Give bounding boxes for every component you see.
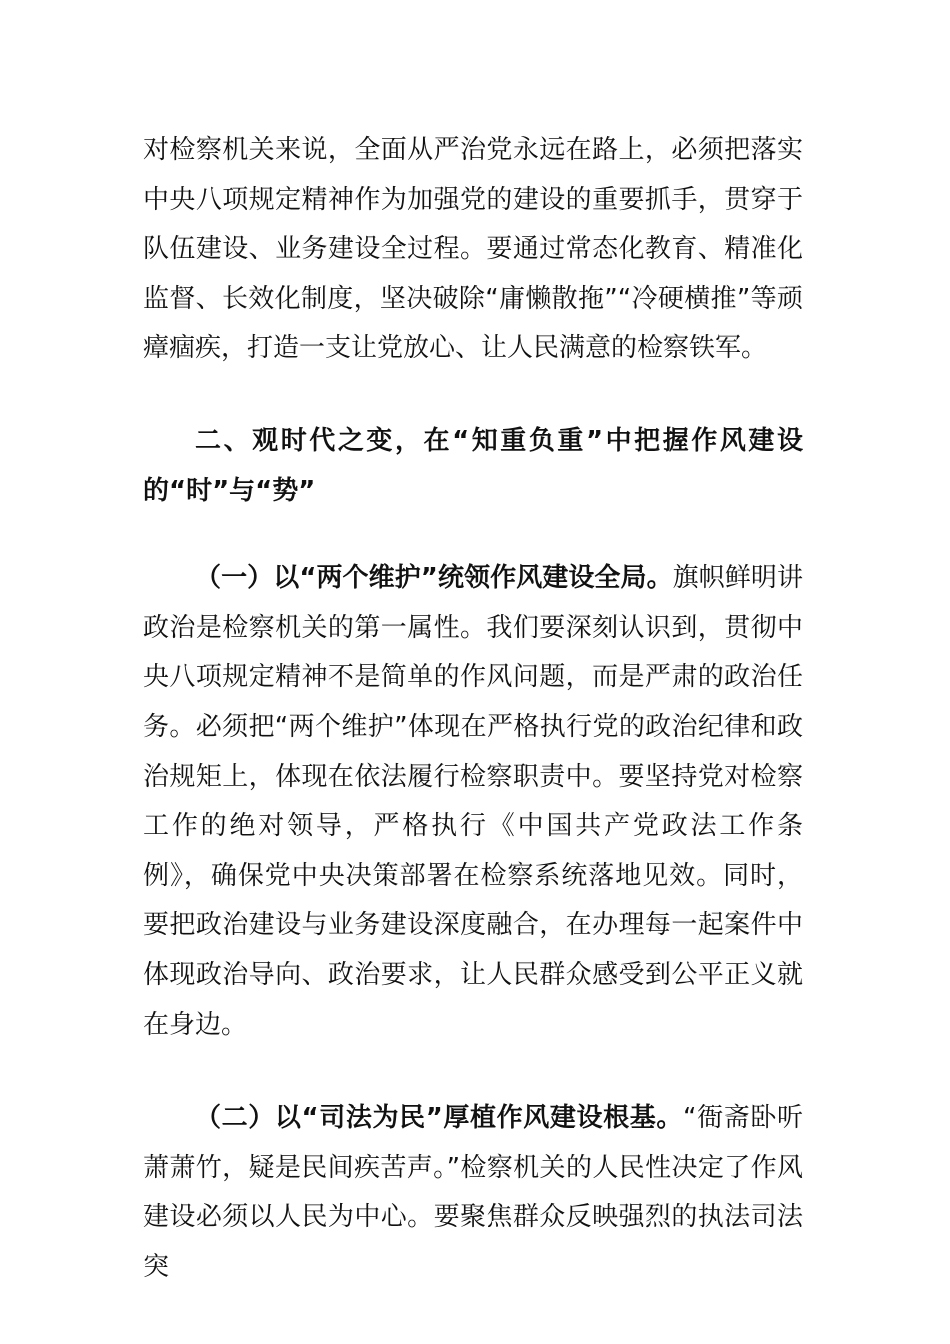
subsection-2-title: （二）以“司法为民”厚植作风建设根基。 <box>195 1103 684 1134</box>
subsection-2-paragraph <box>143 1094 803 1292</box>
subsection-1-title: （一）以“两个维护”统领作风建设全局。 <box>195 563 673 594</box>
section-heading-2: 二、观时代之变，在“知重负重”中把握作风建设的“时”与“势” <box>143 425 803 506</box>
document-body <box>143 126 803 1292</box>
subsection-2-body: “衙斋卧听萧萧竹，疑是民间疾苦声。”检察机关的人民性决定了作风建设必须以人民为中心。要聚焦群众反映强烈的执法司法突 <box>143 1103 803 1282</box>
subsection-1-paragraph <box>143 554 803 1050</box>
paragraph-intro: 对检察机关来说，全面从严治党永远在路上，必须把落实中央八项规定精神作为加强党的建设的重要抓手，贯穿于队伍建设、业务建设全过程。要通过常态化教育、精准化监督、长效化制度，坚决破除“庸懒散拖”“冷硬横推”等顽瘴痼疾，打造一支让党放心、让人民满意的检察铁军。 <box>143 135 803 364</box>
subsection-1-body: 旗帜鲜明讲政治是检察机关的第一属性。我们要深刻认识到，贯彻中央八项规定精神不是简单的作风问题，而是严肃的政治任务。必须把“两个维护”体现在严格执行党的政治纪律和政治规矩上，体现在依法履行检察职责中。要坚持党对检察工作的绝对领导，严格执行《中国共产党政法工作条例》，确保党中央决策部署在检察系统落地见效。同时，要把政治建设与业务建设深度融合，在办理每一起案件中体现政治导向、政治要求，让人民群众感受到公平正义就在身边。 <box>143 563 803 1040</box>
